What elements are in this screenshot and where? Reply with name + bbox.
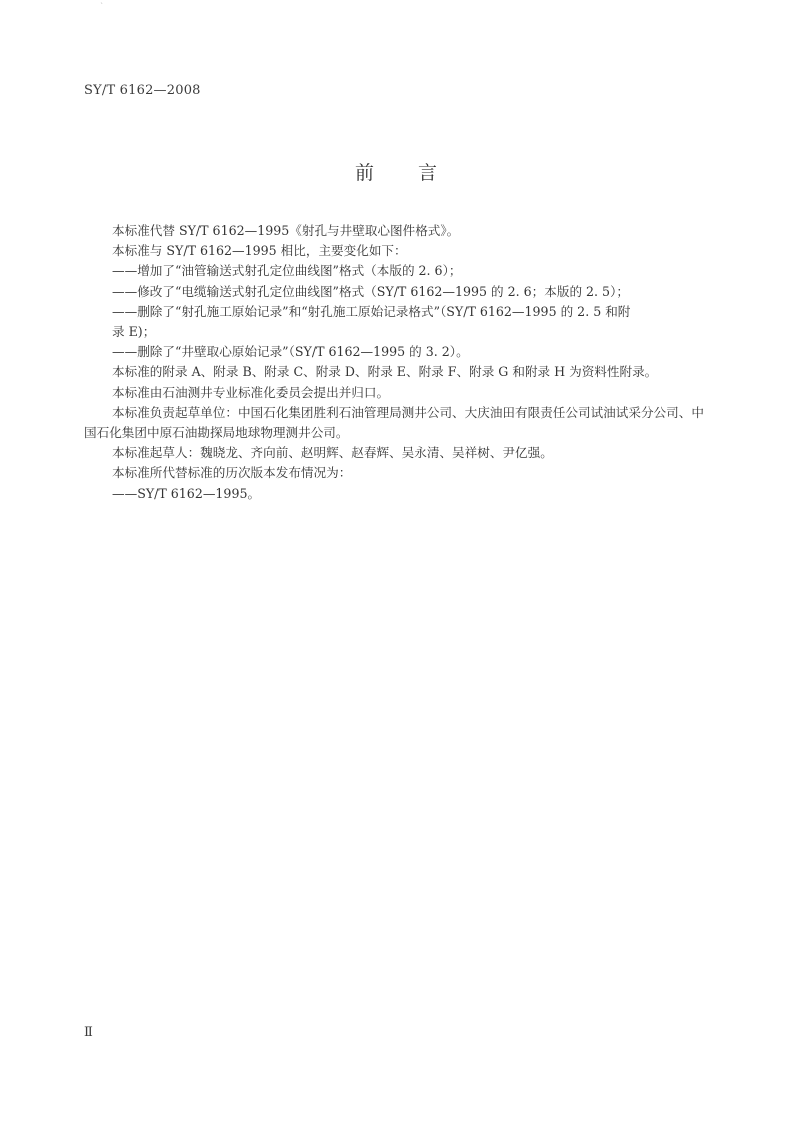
title-char-2: 言 [418,162,438,184]
paragraph-history-intro: 本标准所代替标准的历次版本发布情况为： [112,465,352,481]
paragraph-changes-intro: 本标准与 SY/T 6162—1995 相比，主要变化如下： [112,243,407,259]
change-item-added: ——增加了“油管输送式射孔定位曲线图”格式（本版的 2. 6）； [112,263,462,279]
page-number: Ⅱ [84,1025,93,1040]
standard-code: SY/T 6162—2008 [84,83,201,98]
paragraph-drafters: 本标准起草人：魏晓龙、齐向前、赵明辉、赵春辉、吴永清、吴祥树、尹亿强。 [112,445,553,461]
change-item-deleted-2: ——删除了“井壁取心原始记录”（SY/T 6162—1995 的 3. 2）。 [112,344,469,360]
preface-body [84,221,712,504]
history-item: ——SY/T 6162—1995。 [112,485,261,501]
paragraph-appendices: 本标准的附录 A、附录 B、附录 C、附录 D、附录 E、附录 F、附录 G 和附录 H 为资料性附录。 [112,364,658,380]
paragraph-replaces: 本标准代替 SY/T 6162—1995《射孔与井壁取心图件格式》。 [112,223,460,238]
change-item-deleted-1: ——删除了“射孔施工原始记录”和“射孔施工原始记录格式”（SY/T 6162—1995 的 2. 5 和附 [112,303,631,319]
page-mark: ` [100,2,104,11]
change-item-modified: ——修改了“电缆输送式射孔定位曲线图”格式（SY/T 6162—1995 的 2. 6；本版的 2. 5）； [112,283,629,299]
paragraph-proposer: 本标准由石油测井专业标准化委员会提出并归口。 [112,384,390,400]
paragraph-drafting-units: 本标准负责起草单位：中国石化集团胜利石油管理局测井公司、大庆油田有限责任公司试油试采分公司、中国石化集团中原石油勘探局地球物理测井公司。 [84,404,704,441]
title-char-1: 前 [354,162,374,184]
change-item-deleted-1-cont: 录 E)； [112,324,156,340]
page-title [0,158,792,185]
